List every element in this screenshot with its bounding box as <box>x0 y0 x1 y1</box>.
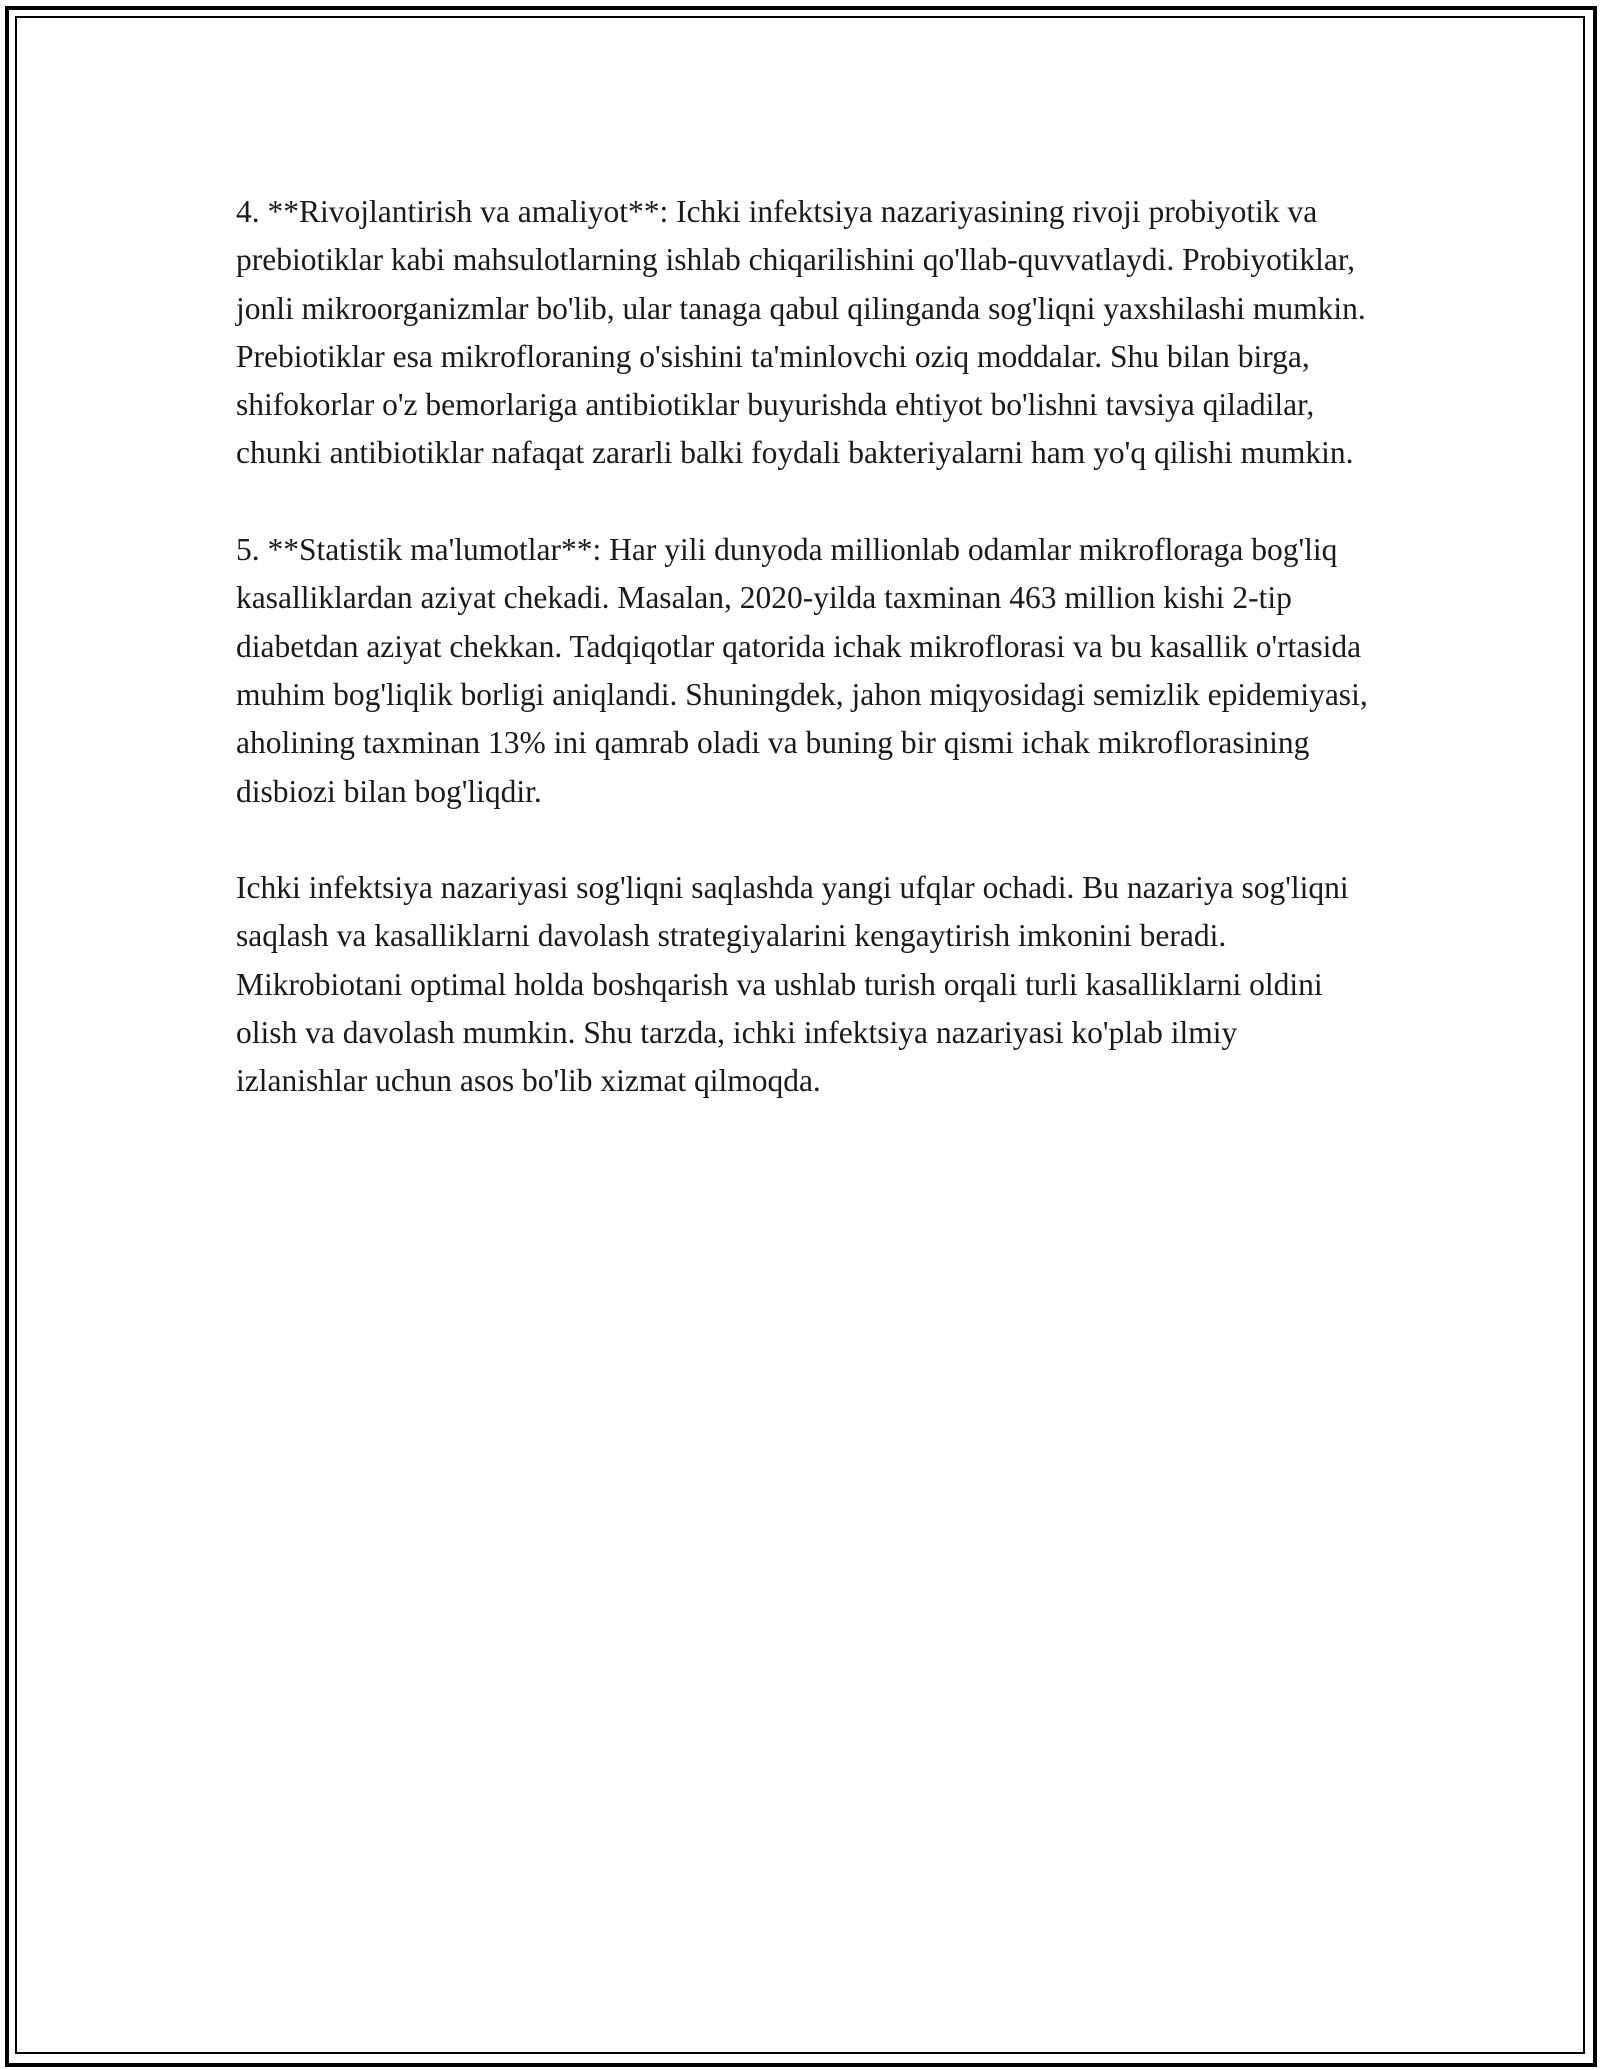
paragraph-development-practice: 4. **Rivojlantirish va amaliyot**: Ichki infektsiya nazariyasining rivoji probiyotik va prebiotiklar kabi mahsulotlarning ishlab chiqarilishini qo'llab-quvvatlaydi. Probiyotiklar, jonli mikroorganizmlar bo'lib, ular tanaga qabul qilinganda sog'liqni yaxshilashi mumkin. Prebiotiklar esa mikrofloraning o'sishini ta'minlovchi oziq moddalar. Shu bilan birga, shifokorlar o'z bemorlariga antibiotiklar buyurishda ehtiyot bo'lishni tavsiya qiladilar, chunki antibiotiklar nafaqat zararli balki foydali bakteriyalarni ham yo'q qilishi mumkin. <box>236 194 1366 471</box>
paragraph-statistics: 5. **Statistik ma'lumotlar**: Har yili dunyoda millionlab odamlar mikrofloraga bog'liq kasalliklardan aziyat chekadi. Masalan, 2020-yilda taxminan 463 million kishi 2-tip diabetdan aziyat chekkan. Tadqiqotlar qatorida ichak mikroflorasi va bu kasallik o'rtasida muhim bog'liqlik borligi aniqlandi. Shuningdek, jahon miqyosidagi semizlik epidemiyasi, aholining taxminan 13% ini qamrab oladi va buning bir qismi ichak mikroflorasining disbiozi bilan bog'liqdir. <box>236 532 1368 809</box>
paragraph-conclusion: Ichki infektsiya nazariyasi sog'liqni saqlashda yangi ufqlar ochadi. Bu nazariya sog'liqni saqlash va kasalliklarni davolash strategiyalarini kengaytirish imkonini beradi. Mikrobiotani optimal holda boshqarish va ushlab turish orqali turli kasalliklarni oldini olish va davolash mumkin. Shu tarzda, ichki infektsiya nazariyasi ko'plab ilmiy izlanishlar uchun asos bo'lib xizmat qilmoqda. <box>236 870 1349 1099</box>
document-body <box>236 188 1368 1154</box>
